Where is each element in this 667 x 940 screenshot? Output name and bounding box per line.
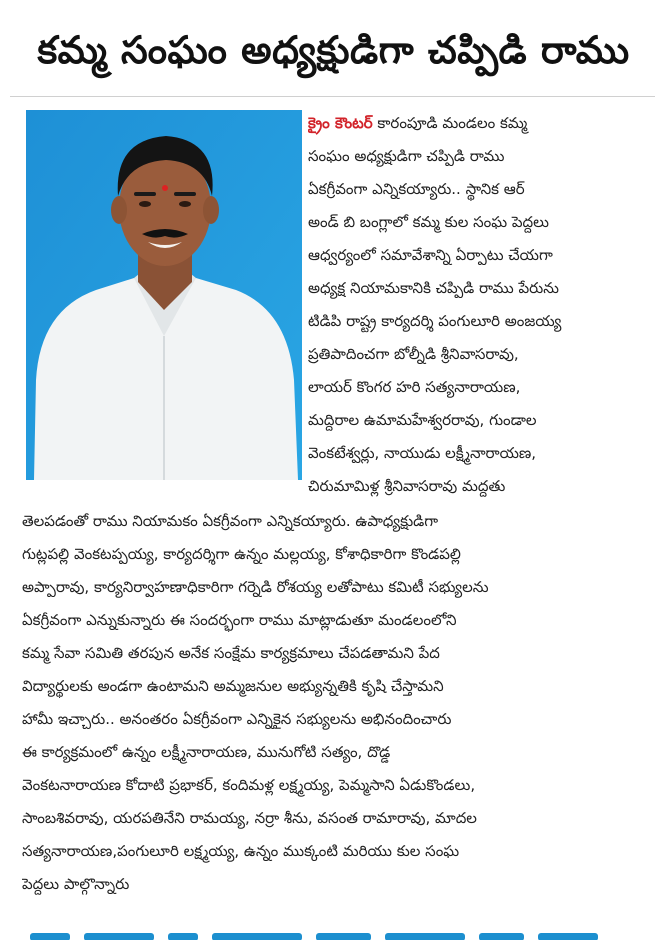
article-line: టిడిపి రాష్ట్ర కార్యదర్శి పంగులూరి అంజయ్య — [308, 312, 562, 330]
dateline: క్రైం కౌంటర్ — [308, 114, 373, 132]
next-article-headline-cutoff — [30, 926, 630, 940]
article-line: కమ్మ సేవా సమితి తరపున అనేక సంక్షేమ కార్యక్రమాలు చేపడతామని పేద — [22, 644, 440, 662]
article-line: లాయర్ కొంగర హరి సత్యనారాయణ, — [308, 378, 521, 396]
article-line: ప్రతిపాదించగా బోల్నీడి శ్రీనివాసరావు, — [308, 345, 519, 363]
article-line: ఆధ్వర్యంలో సమావేశాన్ని ఏర్పాటు చేయగా — [308, 246, 553, 264]
article-line: చిరుమామిళ్ల శ్రీనివాసరావు మద్దతు — [308, 477, 506, 495]
article-line: వెంకటేశ్వర్లు, నాయుడు లక్ష్మీనారాయణ, — [308, 444, 537, 462]
article-line — [308, 110, 648, 138]
article-line: సంఘం అధ్యక్షుడిగా చప్పిడి రాము — [308, 147, 505, 165]
article-line: అండ్ బి బంగ్లాలో కమ్మ కుల సంఘ పెద్దలు — [308, 213, 549, 231]
headline: కమ్మ సంఘం అధ్యక్షుడిగా చప్పిడి రాము — [37, 28, 630, 72]
article-line: సాంబశివరావు, యరపతినేని రామయ్య, నర్రా శీను, వసంత రామారావు, మాదల — [22, 809, 477, 827]
article-line: గుట్లపల్లి వెంకటప్పయ్య, కార్యదర్శిగా ఉన్నం మల్లయ్య, కోశాధికారిగా కొండపల్లి — [22, 545, 461, 563]
article-line: మద్దిరాల ఉమామహేశ్వరరావు, గుండాల — [308, 411, 537, 429]
article-line: తెలపడంతో రాము నియామకం ఏకగ్రీవంగా ఎన్నికయ్యారు. ఉపాధ్యక్షుడిగా — [22, 512, 439, 530]
article-line: పెద్దలు పాల్గొన్నారు — [22, 875, 130, 893]
article-line: వెంకటనారాయణ కోదాటి ప్రభాకర్, కందిమళ్ల లక్ష్మయ్య, పెమ్మసాని ఏడుకొండలు, — [22, 776, 476, 794]
lead-text: కారంపూడి మండలం కమ్మ — [377, 114, 528, 132]
article-line: సత్యనారాయణ,పంగులూరి లక్ష్మయ్య, ఉన్నం ముక్కంటి మరియు కుల సంఘ — [22, 842, 460, 860]
article-line: విద్యార్థులకు అండగా ఉంటామని అమ్మజనుల అభ్యున్నతికి కృషి చేస్తామని — [22, 677, 444, 695]
article-line: అధ్యక్ష నియామకానికి చప్పిడి రాము పేరును — [308, 279, 559, 297]
article-line: హామీ ఇచ్చారు.. అనంతరం ఏకగ్రీవంగా ఎన్నికైన సభ్యులను అభినందించారు — [22, 710, 452, 728]
article-line: అప్పారావు, కార్యనిర్వాహణాధికారిగా గర్నెడి రోశయ్య లతోపాటు కమిటీ సభ్యులను — [22, 578, 489, 596]
article-line: ఏకగ్రీవంగా ఎన్నికయ్యారు.. స్థానిక ఆర్ — [308, 180, 525, 198]
article-line: ఈ కార్యక్రమంలో ఉన్నం లక్ష్మీనారాయణ, మునుగోటి సత్యం, దొడ్డ — [22, 743, 391, 761]
article-line: ఏకగ్రీవంగా ఎన్నుకున్నారు ఈ సందర్భంగా రాము మాట్లాడుతూ మండలంలోని — [22, 611, 457, 629]
